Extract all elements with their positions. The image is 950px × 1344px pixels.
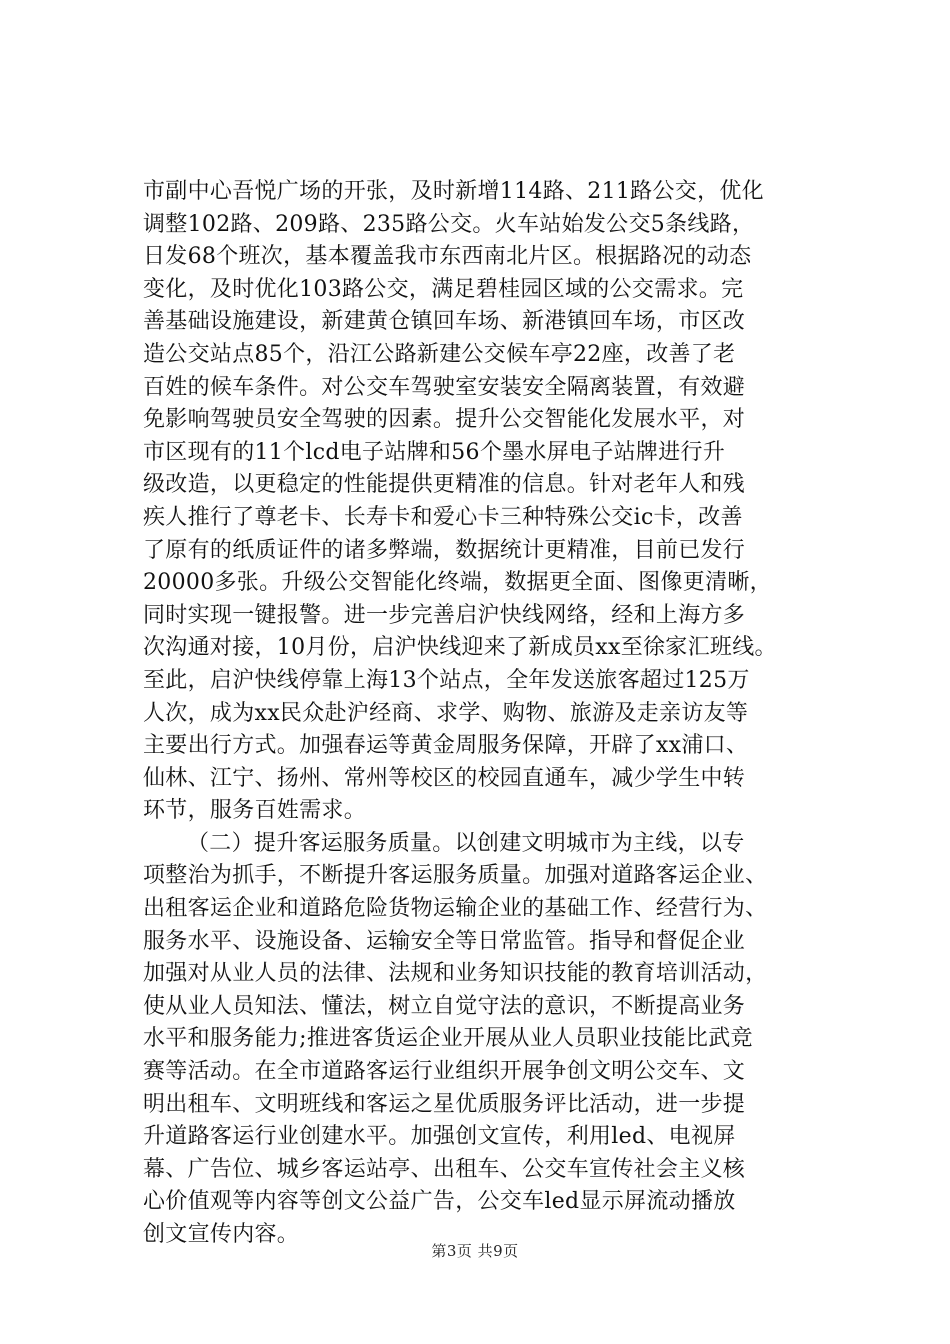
text-line: 至此，启沪快线停靠上海13个站点，全年发送旅客超过125万 [143, 667, 750, 693]
document-body [143, 176, 823, 1252]
text-line: 创文宣传内容。 [143, 1222, 300, 1247]
text-line: 市副中心吾悦广场的开张，及时新增114路、211路公交，优化 [143, 179, 764, 204]
text-line: 使从业人员知法、懂法，树立自觉守法的意识，不断提高业务 [143, 993, 746, 1019]
page-footer: 第3页 共9页 [431, 1242, 519, 1260]
text-line: 20000多张。升级公交智能化终端，数据更全面、图像更清晰， [143, 570, 772, 596]
text-line: 心价值观等内容等创文公益广告，公交车led显示屏流动播放 [143, 1189, 736, 1215]
text-line: 仙林、江宁、扬州、常州等校区的校园直通车，减少学生中转 [143, 765, 746, 791]
text-line: 明出租车、文明班线和客运之星优质服务评比活动，进一步提 [143, 1091, 746, 1117]
text-line: 了原有的纸质证件的诸多弊端，数据统计更精准，目前已发行 [143, 537, 746, 563]
text-line: 升道路客运行业创建水平。加强创文宣传，利用led、电视屏 [143, 1124, 736, 1150]
text-line: 调整102路、209路、235路公交。火车站始发公交5条线路， [143, 211, 755, 237]
text-line: 市区现有的11个lcd电子站牌和56个墨水屏电子站牌进行升 [143, 439, 726, 465]
text-line: 人次，成为xx民众赴沪经商、求学、购物、旅游及走亲访友等 [143, 700, 749, 726]
text-line: 百姓的候车条件。对公交车驾驶室安装安全隔离装置，有效避 [143, 374, 746, 400]
text-line: 赛等活动。在全市道路客运行业组织开展争创文明公交车、文 [143, 1059, 746, 1085]
text-line: 造公交站点85个，沿江公路新建公交候车亭22座，改善了老 [143, 341, 736, 367]
text-line: 级改造，以更稳定的性能提供更精准的信息。针对老年人和残 [143, 472, 746, 498]
text-line: 主要出行方式。加强春运等黄金周服务保障，开辟了xx浦口、 [143, 733, 749, 759]
text-line: 服务水平、设施设备、运输安全等日常监管。指导和督促企业 [143, 928, 746, 954]
text-line: 同时实现一键报警。进一步完善启沪快线网络，经和上海方多 [143, 602, 746, 628]
text-line: 疾人推行了尊老卡、长寿卡和爱心卡三种特殊公交ic卡，改善 [143, 504, 743, 530]
text-line: 善基础设施建设，新建黄仓镇回车场、新港镇回车场，市区改 [143, 309, 746, 335]
text-line: 次沟通对接，10月份，启沪快线迎来了新成员xx至徐家汇班线。 [143, 635, 777, 661]
text-line: 加强对从业人员的法律、法规和业务知识技能的教育培训活动， [143, 961, 768, 987]
text-line: 水平和服务能力;推进客货运企业开展从业人员职业技能比武竞 [143, 1026, 753, 1052]
text-line: 幕、广告位、城乡客运站亭、出租车、公交车宣传社会主义核 [143, 1156, 746, 1182]
text-line: 日发68个班次，基本覆盖我市东西南北片区。根据路况的动态 [143, 244, 752, 270]
text-line: 项整治为抓手，不断提升客运服务质量。加强对道路客运企业、 [143, 863, 768, 889]
text-line: 环节，服务百姓需求。 [143, 798, 367, 824]
text-line: 出租客运企业和道路危险货物运输企业的基础工作、经营行为、 [143, 896, 768, 922]
section-heading-line: （二）提升客运服务质量。以创建文明城市为主线，以专 [187, 830, 745, 856]
text-line: 变化，及时优化103路公交，满足碧桂园区域的公交需求。完 [143, 276, 744, 302]
text-line: 免影响驾驶员安全驾驶的因素。提升公交智能化发展水平，对 [143, 407, 746, 433]
